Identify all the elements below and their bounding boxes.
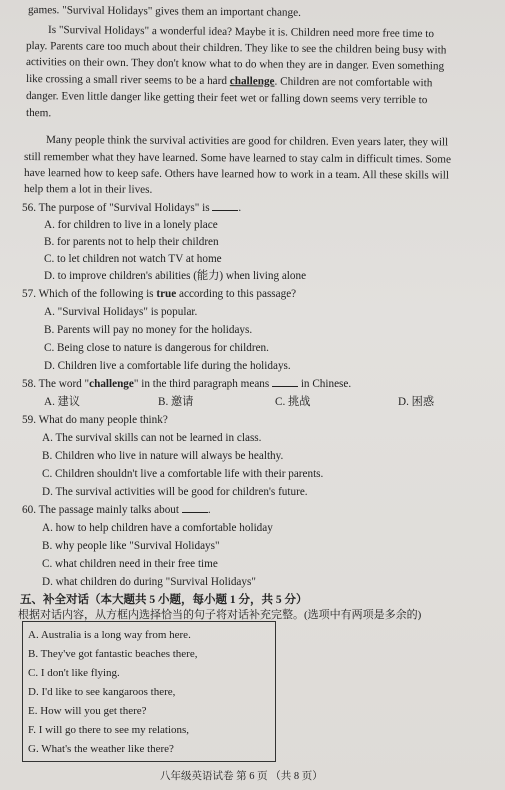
question-text: " in the third paragraph means [133, 378, 270, 390]
option[interactable]: B. why people like "Survival Holidays" [42, 540, 220, 552]
question-text: 60. The passage mainly talks about [22, 504, 180, 516]
passage-line: activities on their own. They don't know what to do when they are in danger. Even something [25, 56, 445, 73]
question-text: in Chinese. [300, 378, 352, 390]
passage-line: Many people think the survival activities are good for children. Even years later, they will [45, 134, 449, 149]
question-59-stem: 59. What do many people think? [22, 414, 168, 426]
option[interactable]: D. The survival activities will be good for children's future. [42, 486, 308, 498]
question-text: . [238, 202, 242, 214]
option[interactable]: D. what children do during "Survival Holidays" [42, 576, 256, 588]
question-text: 57. Which of the following is [22, 288, 154, 300]
option[interactable]: B. Children who live in nature will always be healthy. [42, 450, 284, 462]
choice-item[interactable]: D. I'd like to see kangaroos there, [28, 686, 176, 698]
option[interactable]: D. to improve children's abilities (能力) when living alone [44, 270, 307, 282]
option[interactable]: A. for children to live in a lonely place [44, 219, 218, 231]
question-58-stem [22, 377, 351, 391]
option[interactable]: B. Parents will pay no money for the holidays. [44, 324, 253, 336]
choice-item[interactable]: G. What's the weather like there? [28, 743, 174, 755]
question-60-stem [22, 503, 211, 517]
passage-line: still remember what they have learned. Some have learned to stay calm in difficult times. Some [23, 151, 451, 166]
passage-text: . Children are not comfortable with [274, 75, 433, 90]
option[interactable]: A. how to help children have a comfortable holiday [42, 522, 273, 534]
passage-line: danger. Even little danger like getting their feet wet or falling down seems very terrible to [25, 90, 428, 107]
question-57-stem [22, 287, 296, 301]
option[interactable]: C. 挑战 [275, 396, 311, 408]
question-text: . [207, 504, 211, 516]
answer-blank[interactable] [212, 201, 238, 211]
passage-line: have learned how to keep safe. Others have learned how to work in a team. All these skills will [23, 167, 450, 182]
answer-blank[interactable] [272, 377, 298, 387]
section-heading: 五、补全对话（本大题共 5 小题，每小题 1 分，共 5 分） [20, 594, 308, 606]
keyword-challenge: challenge [229, 75, 275, 88]
page-footer: 八年级英语试卷 第 6 页 （共 8 页） [160, 771, 323, 782]
answer-blank[interactable] [182, 503, 208, 513]
question-text: 56. The purpose of "Survival Holidays" is [22, 202, 210, 214]
question-56-stem [22, 201, 241, 215]
passage-line: help them a lot in their lives. [23, 183, 153, 196]
option[interactable]: C. Being close to nature is dangerous for children. [44, 342, 269, 354]
option[interactable]: D. Children live a comfortable life during the holidays. [44, 360, 291, 372]
question-text-bold: true [156, 288, 177, 300]
choice-item[interactable]: A. Australia is a long way from here. [28, 629, 191, 641]
option[interactable]: A. "Survival Holidays" is popular. [44, 306, 198, 318]
choice-item[interactable]: B. They've got fantastic beaches there, [28, 648, 198, 660]
question-text: 58. The word " [22, 378, 90, 390]
passage-text: like crossing a small river seems to be a hard [25, 73, 228, 88]
choice-item[interactable]: C. I don't like flying. [28, 667, 120, 679]
option[interactable]: A. The survival skills can not be learned in class. [42, 432, 262, 444]
option[interactable]: C. what children need in their free time [42, 558, 218, 570]
option[interactable]: C. Children shouldn't live a comfortable life with their parents. [42, 468, 324, 480]
passage-line: games. "Survival Holidays" gives them an important change. [27, 4, 301, 19]
passage-line [26, 72, 433, 90]
passage-line: Is "Survival Holidays" a wonderful idea? Maybe it is. Children need more free time to [47, 24, 435, 41]
choice-item[interactable]: E. How will you get there? [28, 705, 147, 717]
passage-line: them. [25, 107, 52, 120]
choice-item[interactable]: F. I will go there to see my relations, [28, 724, 190, 736]
question-text-bold: challenge [89, 378, 134, 390]
option[interactable]: D. 困惑 [398, 396, 435, 408]
option[interactable]: B. for parents not to help their children [44, 236, 219, 248]
section-instruction: 根据对话内容，从方框内选择恰当的句子将对话补充完整。(选项中有两项是多余的) [18, 609, 422, 621]
option[interactable]: A. 建议 [44, 396, 81, 408]
option[interactable]: B. 邀请 [158, 396, 194, 408]
passage-line: play. Parents care too much about their children. They like to see the children being busy with [25, 40, 447, 57]
question-text: according to this passage? [179, 288, 297, 300]
option[interactable]: C. to let children not watch TV at home [44, 253, 222, 265]
